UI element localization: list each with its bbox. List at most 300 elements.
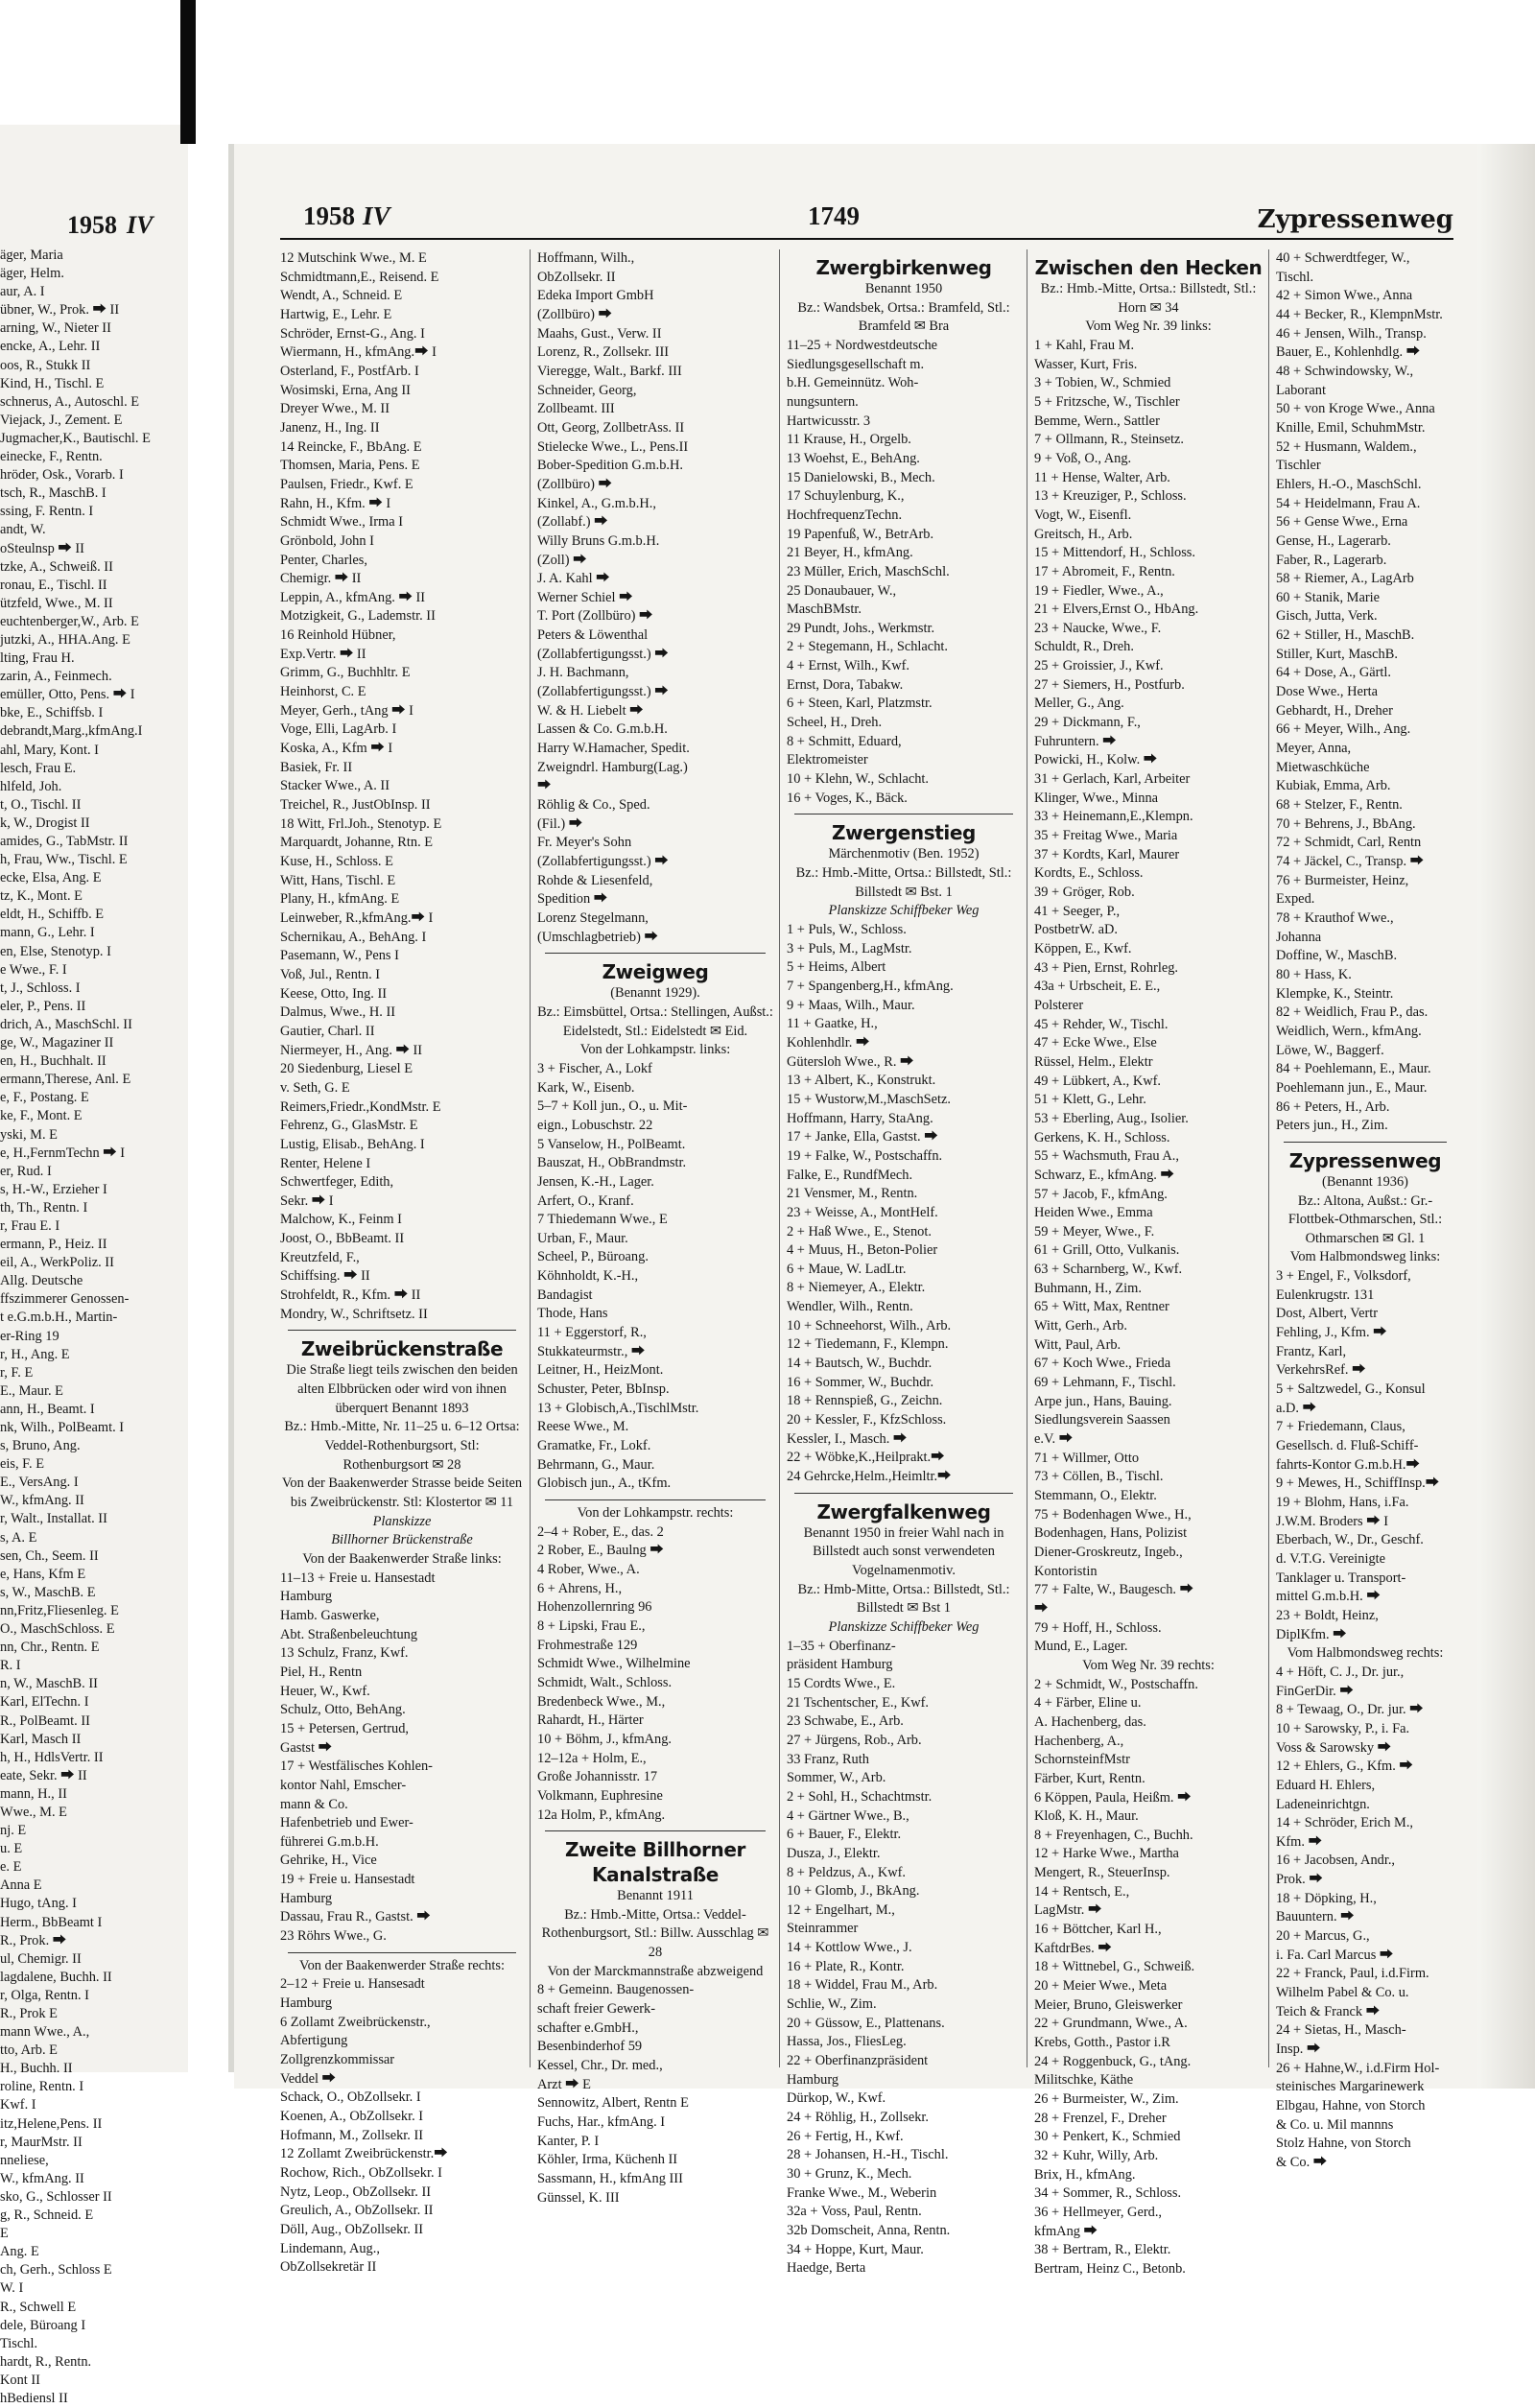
directory-entry: Kontoristin	[1034, 1563, 1098, 1579]
directory-entry: 2–4 + Rober, E., das. 2	[537, 1523, 664, 1540]
previous-page-entry: ahl, Mary, Kont. I	[0, 742, 99, 758]
directory-entry: 28 + Frenzel, F., Dreher	[1034, 2110, 1167, 2126]
directory-entry: Röhlig & Co., Sped.	[537, 797, 650, 814]
directory-entry: 22 + Oberfinanzpräsident	[787, 2053, 929, 2069]
directory-entry: Krebs, Gotth., Pastor i.R	[1034, 2035, 1170, 2051]
previous-page-entry: Karl, Masch II	[0, 1731, 82, 1747]
directory-entry: 21 + Elvers,Ernst O., HbAng.	[1034, 602, 1199, 618]
directory-entry: Piel, H., Rentn	[280, 1664, 363, 1680]
directory-entry: 15 Danielowski, B., Mech.	[787, 469, 935, 485]
directory-entry: PostbetrW. aD.	[1034, 922, 1119, 938]
previous-page-entry: hlfeld, Joh.	[0, 778, 62, 794]
directory-entry: Bauuntern. ⮕	[1276, 1909, 1355, 1925]
section-divider	[288, 1952, 516, 1953]
previous-page-entry: s, W., MaschB. E	[0, 1584, 96, 1600]
column-divider	[530, 249, 531, 2067]
directory-entry: Dassau, Frau R., Gastst. ⮕	[280, 1909, 431, 1925]
previous-page-entry: lesch, Frau E.	[0, 760, 77, 776]
directory-entry: Köppen, E., Kwf.	[1034, 940, 1132, 956]
directory-entry: Penter, Charles,	[280, 552, 367, 568]
previous-page-entry: nn, Chr., Rentn. E	[0, 1640, 100, 1656]
directory-entry: 1 + Kahl, Frau M.	[1034, 337, 1135, 353]
directory-entry: Reese Wwe., M.	[537, 1419, 629, 1435]
directory-entry: 66 + Meyer, Wilh., Ang.	[1276, 721, 1411, 738]
street-district: Bz.: Altona, Außst.: Gr.-Flottbek-Othmarschen, Stl.: Othmarschen ✉ Gl. 1	[1287, 1192, 1443, 1246]
directory-entry: Marquardt, Johanne, Rtn. E	[280, 835, 434, 851]
directory-entry: 60 + Stanik, Marie	[1276, 589, 1381, 605]
directory-entry: Tischl.	[1276, 269, 1314, 285]
directory-entry: Fr. Meyer's Sohn	[537, 835, 632, 851]
street-district: Bz.: Hmb-Mitte, Ortsa.: Billstedt, Stl.: Billstedt ✉ Bst 1	[797, 1581, 1010, 1617]
directory-entry: Renter, Helene I	[280, 1155, 371, 1171]
entry-list	[537, 249, 773, 947]
directory-entry: Urban, F., Maur.	[537, 1230, 628, 1246]
directory-entry: Stemmann, O., Elektr.	[1034, 1488, 1157, 1503]
directory-entry: 43 + Pien, Ernst, Rohrleg.	[1034, 959, 1179, 976]
previous-page-entry: e, H.,FernmTechn ⮕ I	[0, 1145, 126, 1161]
previous-page-entry: jutzki, A., HHA.Ang. E	[0, 631, 130, 648]
direction-label: Von der Baakenwerder Straße links:	[302, 1550, 502, 1567]
directory-entry: Keese, Otto, Ing. II	[280, 985, 388, 1002]
street-named-year: Benannt 1950	[864, 281, 943, 296]
directory-entry: Kreutzfeld, F.,	[280, 1249, 360, 1265]
previous-page-entry: übner, W., Prok. ⮕ II	[0, 302, 120, 319]
directory-entry: e.V. ⮕	[1034, 1431, 1074, 1448]
directory-entry: 48 + Schwindowsky, W.,	[1276, 363, 1414, 379]
street-heading: Zwergbirkenweg	[815, 256, 992, 279]
directory-entry: Exp.Vertr. ⮕ II	[280, 646, 366, 662]
directory-entry: 2 + Sohl, H., Schachtmstr.	[787, 1788, 933, 1805]
directory-entry: Kloß, K. H., Maur.	[1034, 1808, 1139, 1825]
previous-page-entry: ronau, E., Tischl. II	[0, 577, 107, 593]
directory-entry: 20 + Güssow, E., Plattenans.	[787, 2015, 945, 2031]
directory-entry: Gastst ⮕	[280, 1739, 332, 1756]
directory-entry: Greitsch, H., Arb.	[1034, 526, 1133, 542]
directory-entry: 23 + Weisse, A., MontHelf.	[787, 1204, 938, 1220]
previous-page-entry: nj. E	[0, 1823, 27, 1839]
directory-entry: 1–35 + Oberfinanz-	[787, 1638, 896, 1654]
previous-page-entry: W., kfmAng. II	[0, 2170, 84, 2186]
previous-page-entry: tto, Arb. E	[0, 2042, 58, 2059]
directory-entry: (Zollabf.) ⮕	[537, 514, 608, 531]
directory-entry: Vogt, W., Eisenfl.	[1034, 507, 1132, 523]
previous-page-entry: tz, K., Mont. E	[0, 888, 83, 905]
previous-page-entry: r, F. E	[0, 1364, 34, 1381]
directory-entry: 70 + Behrens, J., BbAng.	[1276, 815, 1416, 832]
directory-entry: Bauszat, H., ObBrandmstr.	[537, 1155, 687, 1171]
directory-entry: 2 + Schmidt, W., Postschaffn.	[1034, 1676, 1198, 1692]
directory-entry: Schernikau, A., BehAng. I	[280, 929, 427, 945]
directory-entry: Edeka Import GmbH	[537, 288, 654, 304]
previous-page-entry: Viejack, J., Zement. E	[0, 412, 123, 428]
previous-page-entry: Kont II	[0, 2372, 40, 2388]
directory-entry: 55 + Wachsmuth, Frau A.,	[1034, 1148, 1179, 1165]
directory-entry: 3 + Tobien, W., Schmied	[1034, 375, 1171, 391]
previous-page-entry: Jugmacher,K., Bautischl. E	[0, 430, 151, 446]
directory-entry: 79 + Hoff, H., Schloss.	[1034, 1619, 1162, 1636]
directory-entry: fahrts-Kontor G.m.b.H.⮕	[1276, 1456, 1420, 1473]
directory-entry: 12a Holm, P., kfmAng.	[537, 1806, 666, 1823]
previous-page-entry: Ang. E	[0, 2244, 39, 2260]
directory-entry: Peters & Löwenthal	[537, 627, 649, 644]
directory-entry: 9 + Maas, Wilh., Maur.	[787, 997, 915, 1013]
directory-entry: 23 + Boldt, Heinz,	[1276, 1607, 1379, 1623]
directory-entry: 27 + Jürgens, Rob., Arb.	[787, 1732, 922, 1748]
previous-page-entry: t, O., Tischl. II	[0, 796, 82, 813]
directory-entry: Rahardt, H., Härter	[537, 1712, 644, 1729]
directory-entry: 23 + Naucke, Wwe., F.	[1034, 620, 1162, 636]
previous-page-entry: ann, H., Beamt. I	[0, 1401, 95, 1417]
direction-label: Von der Baakenwerder Straße rechts:	[299, 1957, 505, 1973]
directory-entry: Zweigndrl. Hamburg(Lag.)	[537, 759, 688, 775]
directory-entry: 54 + Heidelmann, Frau A.	[1276, 495, 1421, 511]
column-divider	[779, 249, 780, 2067]
header-year-text: 1958	[303, 201, 355, 230]
directory-entry: 2 + Haß Wwe., E., Stenot.	[787, 1223, 932, 1239]
directory-entry: Vieregge, Walt., Barkf. III	[537, 363, 682, 379]
directory-entry: 64 + Dose, A., Gärtl.	[1276, 665, 1392, 681]
directory-entry: Janenz, H., Ing. II	[280, 419, 380, 436]
directory-entry: Arzt ⮕ E	[537, 2076, 591, 2092]
directory-entry: Lindemann, Aug.,	[280, 2240, 380, 2256]
directory-entry: 16 Reinhold Hübner,	[280, 627, 396, 644]
directory-entry: Witt, Hans, Tischl. E	[280, 872, 396, 888]
directory-entry: 33 + Heinemann,E.,Klempn.	[1034, 809, 1193, 825]
header-year	[303, 201, 390, 231]
directory-entry: Hohenzollernring 96	[537, 1599, 652, 1616]
directory-entry: schafter e.GmbH.,	[537, 2019, 639, 2036]
directory-entry: Meyer, Gerh., tAng ⮕ I	[280, 702, 413, 719]
directory-entry: Paulsen, Friedr., Kwf. E	[280, 476, 413, 492]
directory-entry: Leppin, A., kfmAng. ⮕ II	[280, 589, 426, 605]
directory-entry: Dose Wwe., Herta	[1276, 684, 1379, 700]
directory-entry: 8 + Peldzus, A., Kwf.	[787, 1864, 907, 1880]
directory-entry: Grönbold, John I	[280, 532, 374, 549]
directory-entry: (Zollabfertigungsst.) ⮕	[537, 646, 669, 662]
directory-entry: Schulz, Otto, BehAng.	[280, 1702, 406, 1718]
directory-entry: MaschBMstr.	[787, 602, 862, 618]
directory-entry: Elbgau, Hahne, von Storch	[1276, 2098, 1426, 2113]
directory-entry: Koska, A., Kfm ⮕ I	[280, 741, 393, 757]
directory-entry: 31 + Gerlach, Karl, Arbeiter	[1034, 771, 1191, 788]
directory-entry: 14 + Rentsch, E.,	[1034, 1883, 1130, 1900]
directory-entry: 6 Köppen, Paula, Heißm. ⮕	[1034, 1789, 1192, 1806]
directory-entry: Thode, Hans	[537, 1306, 608, 1322]
directory-entry: Mund, E., Lager.	[1034, 1639, 1128, 1655]
directory-entry: Stiller, Kurt, MaschB.	[1276, 646, 1398, 662]
directory-entry: Diener-Groskreutz, Ingeb.,	[1034, 1544, 1183, 1560]
directory-entry: Arfert, O., Kranf.	[537, 1192, 634, 1209]
directory-entry: 72 + Schmidt, Carl, Rentn	[1276, 835, 1422, 851]
directory-entry: Stukkateurmstr., ⮕	[537, 1343, 646, 1359]
map-sketch-street: Billhorner Brückenstraße	[331, 1532, 473, 1548]
directory-entry: Mengert, R., SteuerInsp.	[1034, 1865, 1170, 1881]
directory-entry: Strohfeldt, R., Kfm. ⮕ II	[280, 1287, 421, 1304]
street-named-year: (Benannt 1929).	[610, 985, 700, 1002]
directory-entry: Dalmus, Wwe., H. II	[280, 1004, 396, 1021]
previous-page-entry: en, Else, Stenotyp. I	[0, 943, 111, 959]
directory-entry: 26 + Burmeister, W., Zim.	[1034, 2091, 1179, 2107]
previous-page-entry: s, Bruno, Ang.	[0, 1438, 81, 1454]
directory-entry: 36 + Hellmeyer, Gerd.,	[1034, 2204, 1163, 2220]
directory-entry: 11–13 + Freie u. Hansestadt	[280, 1570, 436, 1586]
directory-entry: 41 + Seeger, P.,	[1034, 903, 1121, 919]
directory-entry: Tanklager u. Transport-	[1276, 1570, 1406, 1586]
previous-page-entry: W. I	[0, 2280, 24, 2297]
direction-label: Vom Halbmondsweg links:	[1289, 1249, 1441, 1265]
directory-entry: 13 + Kreuziger, P., Schloss.	[1034, 488, 1187, 505]
directory-entry: Bodenhagen, Hans, Polizist	[1034, 1525, 1188, 1542]
directory-entry: 34 + Sommer, R., Schloss.	[1034, 2185, 1182, 2202]
directory-entry: Schlie, W., Zim.	[787, 1996, 877, 2013]
directory-entry: 10 + Klehn, W., Schlacht.	[787, 771, 930, 788]
entry-list	[1034, 1676, 1263, 2279]
directory-entry: Powicki, H., Kolw. ⮕	[1034, 752, 1158, 768]
directory-entry: 16 + Voges, K., Bäck.	[787, 790, 908, 806]
directory-entry: Eduard H. Ehlers,	[1276, 1777, 1376, 1793]
directory-entry: 11 Krause, H., Orgelb.	[787, 432, 911, 448]
previous-page-entry: lting, Frau H.	[0, 650, 75, 667]
previous-page-entry: yski, M. E	[0, 1126, 58, 1143]
directory-entry: mittel G.m.b.H. ⮕	[1276, 1589, 1381, 1605]
entry-list	[787, 337, 1021, 808]
directory-entry: 19 + Freie u. Hansestadt	[280, 1872, 415, 1888]
directory-entry: Große Johannisstr. 17	[537, 1769, 658, 1785]
directory-entry: Rüssel, Helm., Elektr	[1034, 1053, 1153, 1070]
directory-entry: 6 + Steen, Karl, Platzmstr.	[787, 696, 933, 712]
column-3	[787, 249, 1021, 2277]
directory-entry: Klempke, K., Steintr.	[1276, 985, 1394, 1002]
previous-page-entry: äger, Maria	[0, 248, 63, 263]
street-note: Von der Baakenwerder Strasse beide Seiten bis Zweibrückenstr. Stl: Klostertor ✉ 11	[281, 1475, 523, 1510]
directory-entry: Schmidt Wwe., Irma I	[280, 514, 404, 531]
directory-entry: Hoffmann, Wilh.,	[537, 250, 635, 266]
directory-entry: Jensen, K.-H., Lager.	[537, 1173, 654, 1190]
directory-entry: 34 + Hoppe, Kurt, Maur.	[787, 2241, 924, 2257]
entry-list	[537, 1981, 773, 2207]
page-number: 1749	[808, 201, 860, 230]
previous-page-entry: Anna E	[0, 1877, 42, 1894]
entry-list	[537, 1523, 773, 1826]
previous-page-entry: E., Maur. E	[0, 1382, 63, 1399]
directory-entry: 25 + Groissier, J., Kwf.	[1034, 658, 1164, 674]
previous-page-entry: E., VersAng. I	[0, 1475, 79, 1491]
directory-entry: 65 + Witt, Max, Rentner	[1034, 1299, 1169, 1315]
directory-entry: 5 + Heims, Albert	[787, 959, 886, 976]
directory-entry: 22 + Grundmann, Wwe., A.	[1034, 2016, 1188, 2032]
previous-page-entry: amides, G., TabMstr. II	[0, 834, 129, 849]
directory-entry: 7 Thiedemann Wwe., E	[537, 1212, 668, 1228]
directory-entry: 33 Franz, Ruth	[787, 1751, 869, 1767]
previous-page-entry: arning, W., Nieter II	[0, 320, 111, 337]
directory-entry: Frantz, Karl,	[1276, 1343, 1347, 1359]
directory-entry: mann & Co.	[280, 1796, 348, 1812]
directory-entry: Wendt, A., Schneid. E	[280, 288, 403, 304]
street-heading: Zweite Billhorner Kanalstraße	[564, 1838, 745, 1887]
directory-entry: 5 Vanselow, H., PolBeamt.	[537, 1136, 686, 1152]
directory-entry: 84 + Poehlemann, E., Maur.	[1276, 1061, 1431, 1077]
previous-page-entry: Kind, H., Tischl. E	[0, 375, 105, 391]
directory-entry: Hartwig, E., Lehr. E	[280, 306, 392, 322]
previous-page-entry: er-Ring 19	[0, 1328, 59, 1344]
directory-entry: 19 Papenfuß, W., BetrArb.	[787, 526, 934, 542]
previous-page-entry: r, H., Ang. E	[0, 1346, 70, 1362]
directory-entry: 6 + Bauer, F., Elektr.	[787, 1827, 902, 1843]
direction-label: Von der Lohkampstr. rechts:	[577, 1505, 734, 1521]
directory-entry: Knille, Emil, SchuhmMstr.	[1276, 419, 1426, 436]
previous-page-entry: encke, A., Lehr. II	[0, 339, 101, 355]
directory-entry: Teich & Franck ⮕	[1276, 2003, 1381, 2019]
directory-entry: W. & H. Liebelt ⮕	[537, 702, 644, 719]
previous-page-entry: debrandt,Marg.,kfmAng.I	[0, 723, 143, 740]
directory-entry: Bredenbeck Wwe., M.,	[537, 1693, 666, 1710]
previous-page-entry: R., Prok. ⮕	[0, 1932, 67, 1948]
previous-page-entry: tzke, A., Schweiß. II	[0, 558, 113, 575]
directory-entry: Schmidt Wwe., Wilhelmine	[537, 1656, 691, 1672]
directory-entry: Johanna	[1276, 929, 1322, 945]
directory-entry: Sennowitz, Albert, Rentn E	[537, 2095, 689, 2112]
directory-entry: 50 + von Kroge Wwe., Anna	[1276, 401, 1435, 417]
street-district: Bz.: Eimsbüttel, Ortsa.: Stellingen, Außst.: Eidelstedt, Stl.: Eidelstedt ✉ Eid.	[537, 1003, 773, 1039]
directory-entry: Leitner, H., HeizMont.	[537, 1362, 664, 1379]
directory-entry: 35 + Freitag Wwe., Maria	[1034, 828, 1178, 844]
previous-page-entry: roline, Rentn. I	[0, 2079, 84, 2095]
directory-entry: Witt, Paul, Arb.	[1034, 1336, 1122, 1353]
previous-page-entry: R., Prok E	[0, 2006, 58, 2021]
direction-label: Vom Weg Nr. 39 rechts:	[1082, 1657, 1215, 1673]
street-district: Bz.: Hmb.-Mitte, Ortsa.: Billstedt, Stl.: Horn ✉ 34	[1040, 281, 1257, 316]
directory-entry: Maahs, Gust., Verw. II	[537, 325, 662, 342]
directory-entry: Gramatke, Fr., Lokf.	[537, 1438, 651, 1454]
directory-entry: 29 Pundt, Johs., Werkmstr.	[787, 620, 935, 636]
directory-entry: Hartwicusstr. 3	[787, 413, 871, 429]
directory-entry: 74 + Jäckel, C., Transp. ⮕	[1276, 854, 1425, 869]
directory-entry: 7 + Spangenberg,H., kfmAng.	[787, 978, 954, 994]
directory-entry: Lorenz Stegelmann,	[537, 909, 649, 926]
directory-entry: Malchow, K., Feinm I	[280, 1212, 402, 1228]
directory-entry: LagMstr. ⮕	[1034, 1902, 1102, 1919]
directory-entry: 4 + Muus, H., Beton-Polier	[787, 1242, 938, 1259]
previous-page-entry: sko, G., Schlosser II	[0, 2188, 112, 2205]
directory-entry: 16 + Böttcher, Karl H.,	[1034, 1922, 1162, 1938]
directory-entry: 32 + Kuhr, Willy, Arb.	[1034, 2147, 1159, 2163]
directory-entry: Gisch, Jutta, Verk.	[1276, 608, 1378, 625]
street-district: Bz.: Hmb.-Mitte, Nr. 11–25 u. 6–12 Ortsa: Veddel-Rothenburgsort, Stl: Rothenburgsort ✉ 28	[284, 1419, 520, 1473]
directory-entry: Voge, Elli, LagArb. I	[280, 721, 397, 738]
directory-entry: Hofmann, M., Zollsekr. II	[280, 2127, 424, 2143]
previous-page-entry: th, Th., Rentn. I	[0, 1199, 88, 1216]
directory-entry: Sekr. ⮕ I	[280, 1192, 334, 1209]
directory-entry: Falke, E., RundfMech.	[787, 1167, 913, 1183]
directory-entry: Brix, H., kfmAng.	[1034, 2166, 1136, 2183]
directory-entry: 67 + Koch Wwe., Frieda	[1034, 1356, 1171, 1372]
previous-page-lines	[0, 247, 201, 2408]
direction-label: Vom Halbmondsweg rechts:	[1287, 1645, 1444, 1662]
entry-list	[1276, 1267, 1454, 1644]
previous-page-entry: t, J., Schloss. I	[0, 980, 81, 996]
directory-entry: Laborant	[1276, 382, 1326, 398]
directory-entry: Spedition ⮕	[537, 891, 608, 908]
directory-entry: Gautier, Charl. II	[280, 1023, 375, 1039]
directory-entry: 3 + Engel, F., Volksdorf,	[1276, 1268, 1411, 1285]
directory-entry: Nytz, Leop., ObZollsekr. II	[280, 2184, 432, 2200]
directory-entry: 8 + Niemeyer, A., Elektr.	[787, 1280, 926, 1296]
directory-entry: J.W.M. Broders ⮕ I	[1276, 1513, 1388, 1529]
directory-entry: VerkehrsRef. ⮕	[1276, 1362, 1366, 1379]
directory-entry: ObZollsekr. II	[537, 269, 616, 285]
previous-page-entry: g, R., Schneid. E	[0, 2207, 94, 2224]
directory-entry: (Zollbüro) ⮕	[537, 476, 612, 492]
directory-entry: 11 + Eggerstorf, R.,	[537, 1325, 647, 1341]
directory-entry: 10 + Böhm, J., kfmAng.	[537, 1731, 673, 1747]
street-heading: Zypressenweg	[1288, 1148, 1442, 1172]
directory-entry: 24 Gehrcke,Helm.,Heimltr.⮕	[787, 1469, 952, 1485]
directory-entry: 13 + Globisch,A.,TischlMstr.	[537, 1400, 699, 1416]
previous-page-entry: ffszimmerer Genossen-	[0, 1291, 130, 1308]
street-named-year: (Benannt 1936)	[1322, 1173, 1408, 1190]
previous-page-entry: mann, H., II	[0, 1785, 67, 1802]
directory-entry: Mondry, W., Schriftsetz. II	[280, 1306, 428, 1322]
directory-entry: Eberbach, W., Dr., Geschf.	[1276, 1532, 1424, 1548]
directory-entry: Gerkens, K. H., Schloss.	[1034, 1129, 1170, 1145]
directory-entry: Eulenkrugstr. 131	[1276, 1287, 1375, 1303]
directory-entry: 20 + Kessler, F., KfzSchloss.	[787, 1412, 947, 1428]
directory-entry: Schack, O., ObZollsekr. I	[280, 2089, 421, 2106]
previous-page-entry: r, Frau E. I	[0, 1217, 60, 1234]
directory-entry: 18 + Rennspieß, G., Zeichn.	[787, 1393, 943, 1409]
directory-entry: Wendler, Wilh., Rentn.	[787, 1299, 913, 1315]
directory-entry: 26 + Fertig, H., Kwf.	[787, 2128, 904, 2144]
section-divider	[545, 1830, 766, 1831]
directory-entry: J. H. Bachmann,	[537, 665, 629, 681]
directory-entry: Siedlungsgesellschaft m.	[787, 356, 925, 372]
directory-entry: 1 + Puls, W., Schloss.	[787, 922, 907, 937]
directory-entry: Plany, H., kfmAng. E	[280, 891, 400, 908]
directory-entry: 57 + Jacob, F., kfmAng.	[1034, 1186, 1168, 1202]
directory-entry: Reimers,Friedr.,KondMstr. E	[280, 1098, 441, 1115]
street-heading: Zwergfalkenweg	[816, 1499, 991, 1523]
directory-entry: ObZollsekretär II	[280, 2259, 377, 2276]
previous-page-entry: oos, R., Stukk II	[0, 357, 91, 373]
previous-page-entry: nn,Fritz,Fliesenleg. E	[0, 1602, 119, 1618]
directory-entry: 11 + Hense, Walter, Arb.	[1034, 469, 1170, 485]
directory-entry: 62 + Stiller, H., MaschB.	[1276, 627, 1415, 644]
directory-entry: 21 Tschentscher, E., Kwf.	[787, 1694, 930, 1711]
directory-entry: 32b Domscheit, Anna, Rentn.	[787, 2222, 951, 2238]
directory-entry: 28 + Johansen, H.-H., Tischl.	[787, 2147, 949, 2163]
directory-entry: DiplKfm. ⮕	[1276, 1626, 1347, 1642]
directory-entry: Rohde & Liesenfeld,	[537, 872, 653, 888]
previous-page-entry: E	[0, 2226, 9, 2242]
directory-entry: Meier, Bruno, Gleiswerker	[1034, 1996, 1183, 2013]
directory-entry: a.D. ⮕	[1276, 1400, 1316, 1416]
street-named-year: Benannt 1911	[617, 1888, 694, 1904]
directory-entry: 4 + Ernst, Wilh., Kwf.	[787, 658, 909, 674]
previous-page-entry: eil, A., WerkPoliz. II	[0, 1255, 114, 1271]
page-right-shadow	[1477, 144, 1535, 2089]
directory-entry: Hachenberg, A.,	[1034, 1733, 1124, 1749]
directory-entry: i. Fa. Carl Marcus ⮕	[1276, 1947, 1394, 1963]
previous-page-entry: r, MaurMstr. II	[0, 2134, 83, 2150]
street-description: Die Straße liegt teils zwischen den beiden alten Elbbrücken oder wird von ihnen überquert Benannt 1893	[286, 1362, 518, 1416]
directory-entry: Dusza, J., Elektr.	[787, 1845, 881, 1861]
entry-list	[280, 1975, 524, 2278]
previous-page-entry: Herm., BbBeamt I	[0, 1914, 103, 1930]
directory-entry: 14 + Bautsch, W., Buchdr.	[787, 1356, 933, 1372]
directory-entry: Koenen, A., ObZollsekr. I	[280, 2109, 424, 2124]
directory-entry: eign., Lobuschstr. 22	[537, 1117, 653, 1133]
street-heading: Zwischen den Hecken	[1034, 256, 1263, 279]
